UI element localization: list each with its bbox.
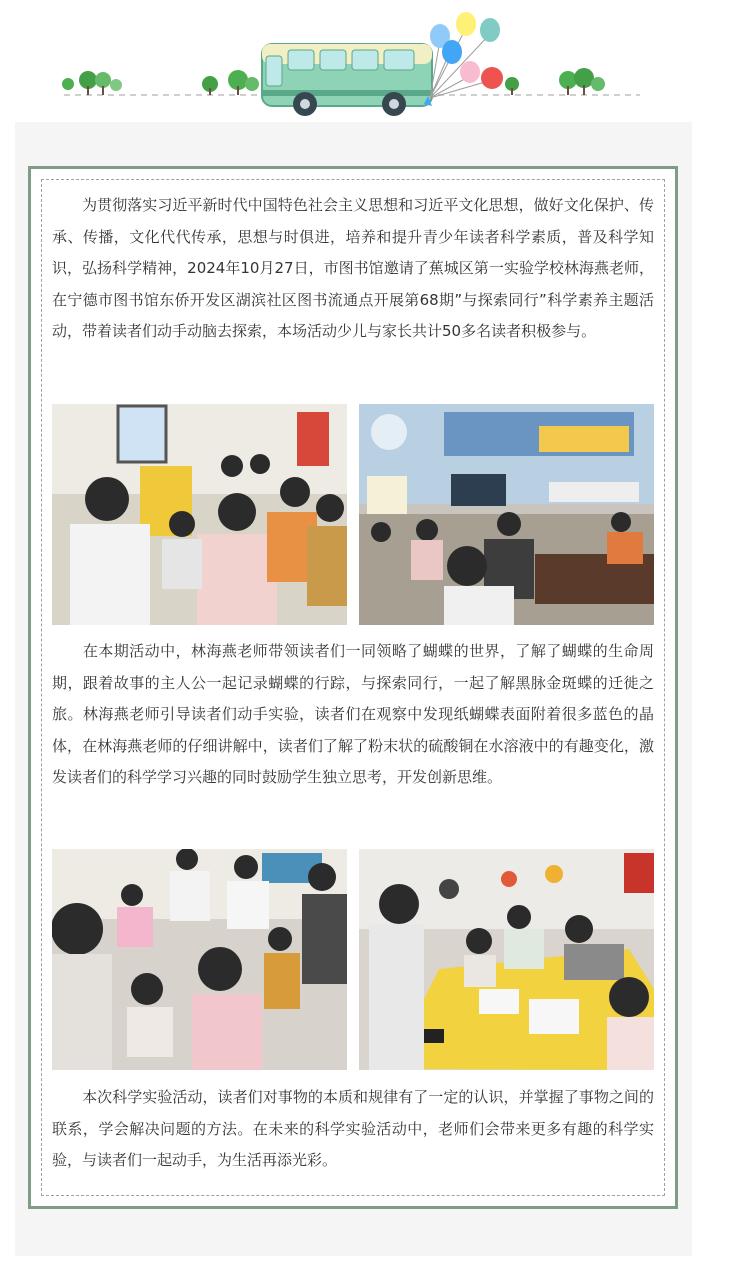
activity-photo-2 bbox=[359, 404, 654, 625]
activity-photo-4 bbox=[359, 849, 654, 1070]
activity-photo-3 bbox=[52, 849, 347, 1070]
activity-photo-1 bbox=[52, 404, 347, 625]
article-paragraph-3: 本次科学实验活动，读者们对事物的本质和规律有了一定的认识，并掌握了事物之间的联系，学会解决问题的方法。在未来的科学实验活动中，老师们会带来更多有趣的科学实验，与读者们一起动手，为生活再添光彩。 bbox=[52, 1088, 654, 1170]
tree-icon bbox=[202, 70, 259, 95]
tree-icon bbox=[505, 68, 605, 95]
article-paragraph-2: 在本期活动中，林海燕老师带领读者们一同领略了蝴蝶的世界，了解了蝴蝶的生命周期，跟着故事的主人公一起记录蝴蝶的行踪，与探索同行，一起了解黑脉金斑蝶的迁徙之旅。林海燕老师引导读者们动手实验，读者们在观察中发现纸蝴蝶表面附着很多蓝色的晶体，在林海燕老师的仔细讲解中，读者们了解了粉末状的硫酸铜在水溶液中的有趣变化，激发读者们的科学学习兴趣的同时鼓励学生独立思考，开发创新思维。 bbox=[52, 642, 654, 787]
header-decoration bbox=[0, 0, 739, 122]
tree-icon bbox=[62, 71, 122, 95]
bus-icon bbox=[262, 44, 432, 116]
balloons-icon bbox=[424, 12, 503, 106]
article-paragraph-1: 为贯彻落实习近平新时代中国特色社会主义思想和习近平文化思想，做好文化保护、传承、传播，文化代代传承，思想与时俱进，培养和提升青少年读者科学素质，普及科学知识，弘扬科学精神，2024年10月27日，市图书馆邀请了蕉城区第一实验学校林海燕老师，在宁德市图书馆东侨开发区湖滨社区图书流通点开展第68期”与探索同行”科学素养主题活动，带着读者们动手动脑去探索，本场活动少儿与家长共计50多名读者积极参与。 bbox=[52, 196, 654, 341]
header-illustration bbox=[0, 0, 739, 122]
